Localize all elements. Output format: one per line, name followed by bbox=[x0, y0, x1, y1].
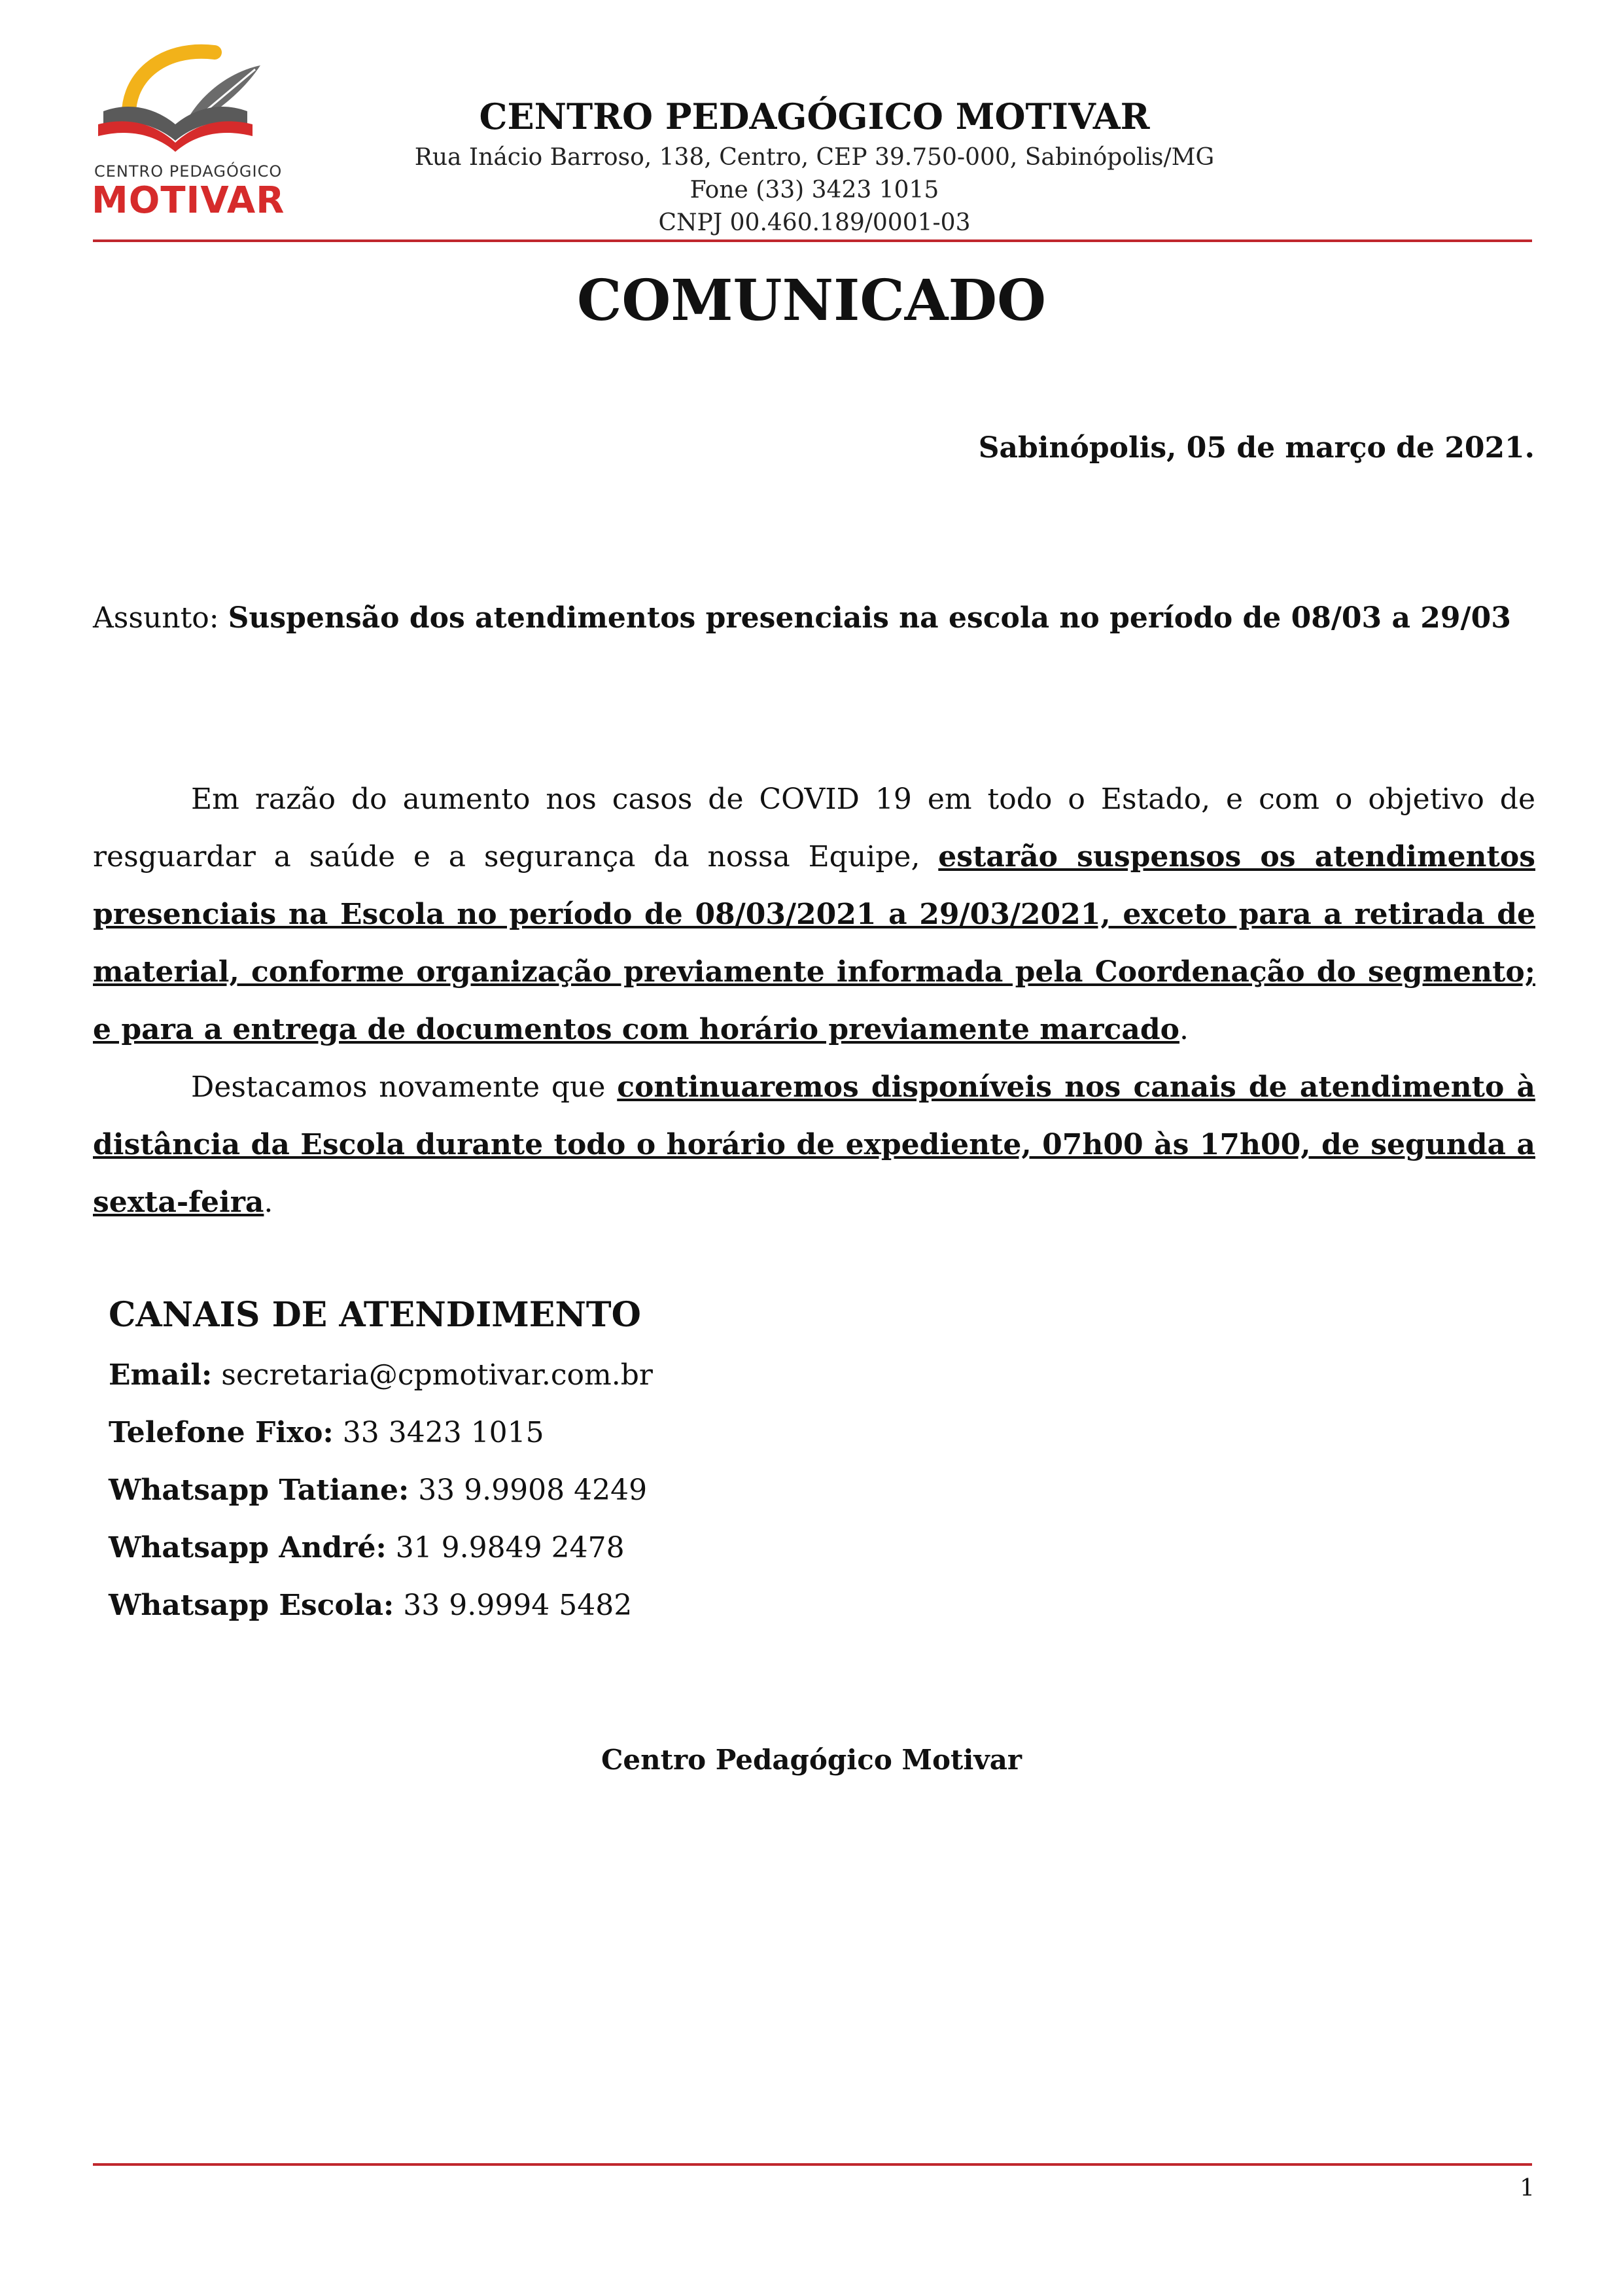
letterhead bbox=[281, 92, 1348, 239]
subject-text: Suspensão dos atendimentos presenciais na escola no período de 08/03 a 29/03 bbox=[228, 601, 1511, 635]
channel-landline bbox=[109, 1404, 653, 1462]
channel-value: 33 9.9994 5482 bbox=[403, 1589, 633, 1622]
channel-label: Whatsapp André: bbox=[109, 1531, 387, 1564]
channel-value: 33 9.9908 4249 bbox=[418, 1474, 648, 1507]
logo-caption-brand: MOTIVAR bbox=[92, 179, 285, 222]
org-phone: Fone (33) 3423 1015 bbox=[689, 177, 939, 203]
p1-intro: Em razão do aumento nos casos de COVID 19 em todo o Estado, e com o objetivo de resguardar a saúde e a segurança da nossa Equipe, bbox=[93, 783, 1535, 874]
channel-whatsapp-escola bbox=[109, 1577, 653, 1634]
body-paragraph-2 bbox=[93, 1059, 1535, 1231]
org-name: CENTRO PEDAGÓGICO MOTIVAR bbox=[479, 96, 1150, 137]
footer-divider bbox=[93, 2163, 1532, 2166]
document-date: Sabinópolis, 05 de março de 2021. bbox=[978, 431, 1535, 465]
header-divider bbox=[93, 239, 1532, 242]
channel-label: Telefone Fixo: bbox=[109, 1416, 334, 1449]
body-paragraph-1 bbox=[93, 771, 1535, 1059]
p1-emphasis: estarão suspensos os atendimentos presenciais na Escola no período de 08/03/2021 a 29/03/2021, exceto para a retirada de material, conforme organização previamente informada pela Coordenação do segmento; e para a entrega de documentos com horário previamente marcado bbox=[93, 840, 1535, 1046]
book-quill-logo-icon bbox=[84, 26, 280, 164]
school-logo bbox=[84, 26, 285, 222]
subject-label: Assunto: bbox=[93, 601, 219, 635]
p1-end: . bbox=[1179, 1013, 1189, 1046]
channels-heading: CANAIS DE ATENDIMENTO bbox=[109, 1295, 641, 1335]
channel-value: 33 3423 1015 bbox=[342, 1416, 544, 1449]
document-body bbox=[93, 771, 1535, 1231]
channel-label: Whatsapp Tatiane: bbox=[109, 1474, 410, 1507]
org-address: Rua Inácio Barroso, 138, Centro, CEP 39.750-000, Sabinópolis/MG bbox=[414, 144, 1215, 171]
channel-value: secretaria@cpmotivar.com.br bbox=[221, 1358, 653, 1392]
channel-whatsapp-andre bbox=[109, 1519, 653, 1577]
signature: Centro Pedagógico Motivar bbox=[601, 1744, 1022, 1776]
p2-emphasis: continuaremos disponíveis nos canais de atendimento à distância da Escola durante todo o horário de expediente, 07h00 às 17h00, de segunda a sexta-feira bbox=[93, 1070, 1535, 1219]
p2-end: . bbox=[264, 1186, 273, 1219]
document-title: COMUNICADO bbox=[576, 268, 1047, 334]
contact-channels bbox=[109, 1289, 653, 1634]
channel-value: 31 9.9849 2478 bbox=[395, 1531, 625, 1564]
logo-caption-small: CENTRO PEDAGÓGICO bbox=[94, 162, 283, 181]
subject-line bbox=[93, 599, 1511, 638]
p2-intro: Destacamos novamente que bbox=[191, 1070, 606, 1104]
channel-whatsapp-tatiane bbox=[109, 1462, 653, 1519]
page-number: 1 bbox=[1520, 2175, 1535, 2202]
channel-email bbox=[109, 1347, 653, 1404]
channel-label: Whatsapp Escola: bbox=[109, 1589, 394, 1622]
org-cnpj: CNPJ 00.460.189/0001-03 bbox=[658, 209, 971, 236]
channel-label: Email: bbox=[109, 1358, 213, 1392]
